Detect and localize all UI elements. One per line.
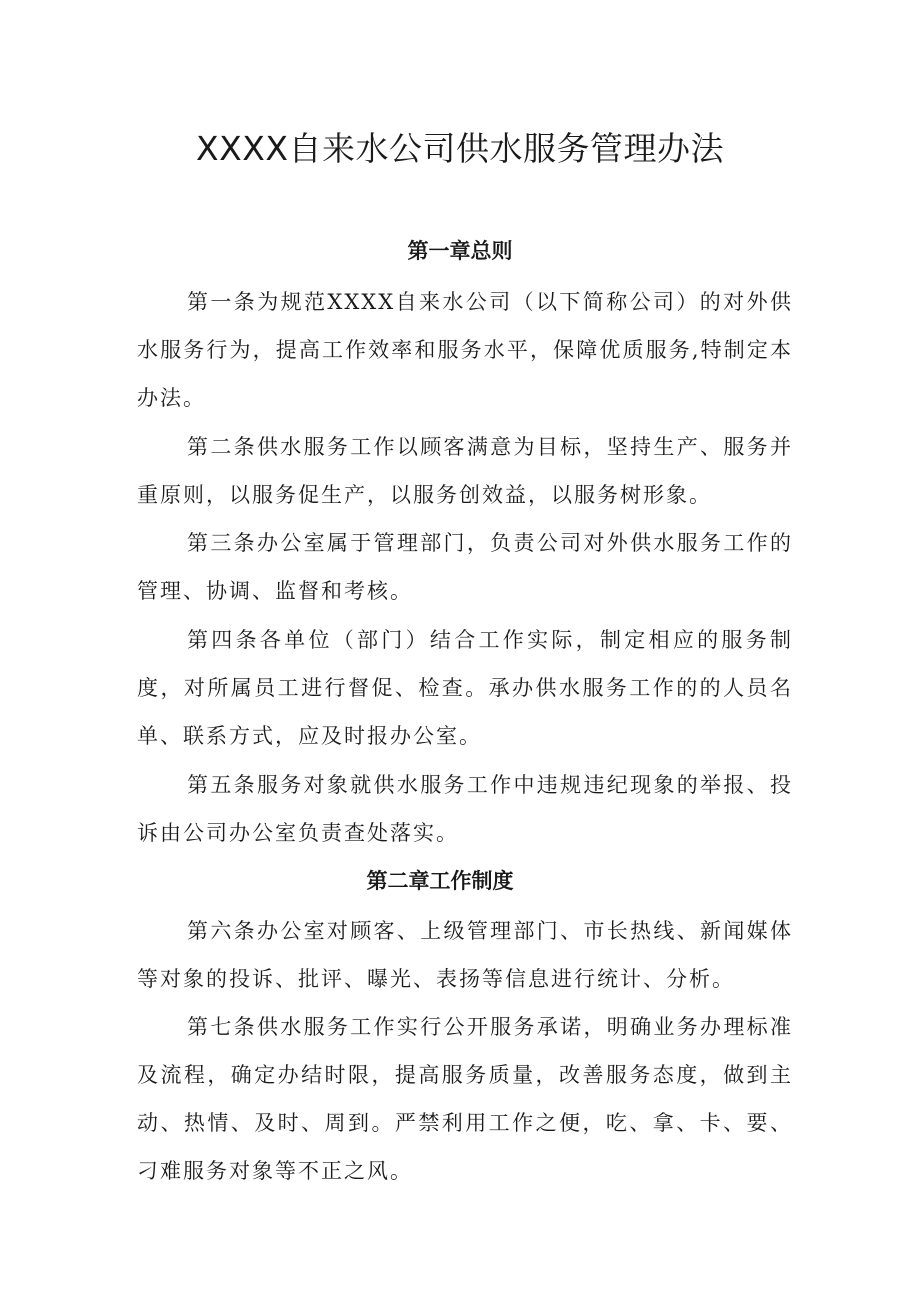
article-1: 第一条为规范XXXX自来水公司（以下简称公司）的对外供水服务行为，提高工作效率和服务水平，保障优质服务,特制定本办法。 — [137, 290, 793, 410]
document-title: XXXX自来水公司供水服务管理办法 — [196, 129, 724, 168]
chapter-heading-general: 第一章总则 — [407, 239, 513, 263]
article-7: 第七条供水服务工作实行公开服务承诺，明确业务办理标准及流程，确定办结时限，提高服务质量，改善服务态度，做到主动、热情、及时、周到。严禁利用工作之便，吃、拿、卡、要、刁难服务对象等不正之风。 — [137, 1015, 793, 1183]
article-3: 第三条办公室属于管理部门，负责公司对外供水服务工作的管理、协调、监督和考核。 — [137, 531, 793, 603]
chapter-heading-work-system: 第二章工作制度 — [366, 869, 514, 893]
article-6: 第六条办公室对顾客、上级管理部门、市长热线、新闻媒体等对象的投诉、批评、曝光、表扬等信息进行统计、分析。 — [137, 919, 793, 991]
article-4: 第四条各单位（部门）结合工作实际，制定相应的服务制度，对所属员工进行督促、检查。承办供水服务工作的的人员名单、联系方式，应及时报办公室。 — [137, 628, 793, 748]
article-2: 第二条供水服务工作以顾客满意为目标，坚持生产、服务并重原则，以服务促生产，以服务创效益，以服务树形象。 — [137, 435, 793, 507]
article-5: 第五条服务对象就供水服务工作中违规违纪现象的举报、投诉由公司办公室负责查处落实。 — [137, 773, 793, 845]
